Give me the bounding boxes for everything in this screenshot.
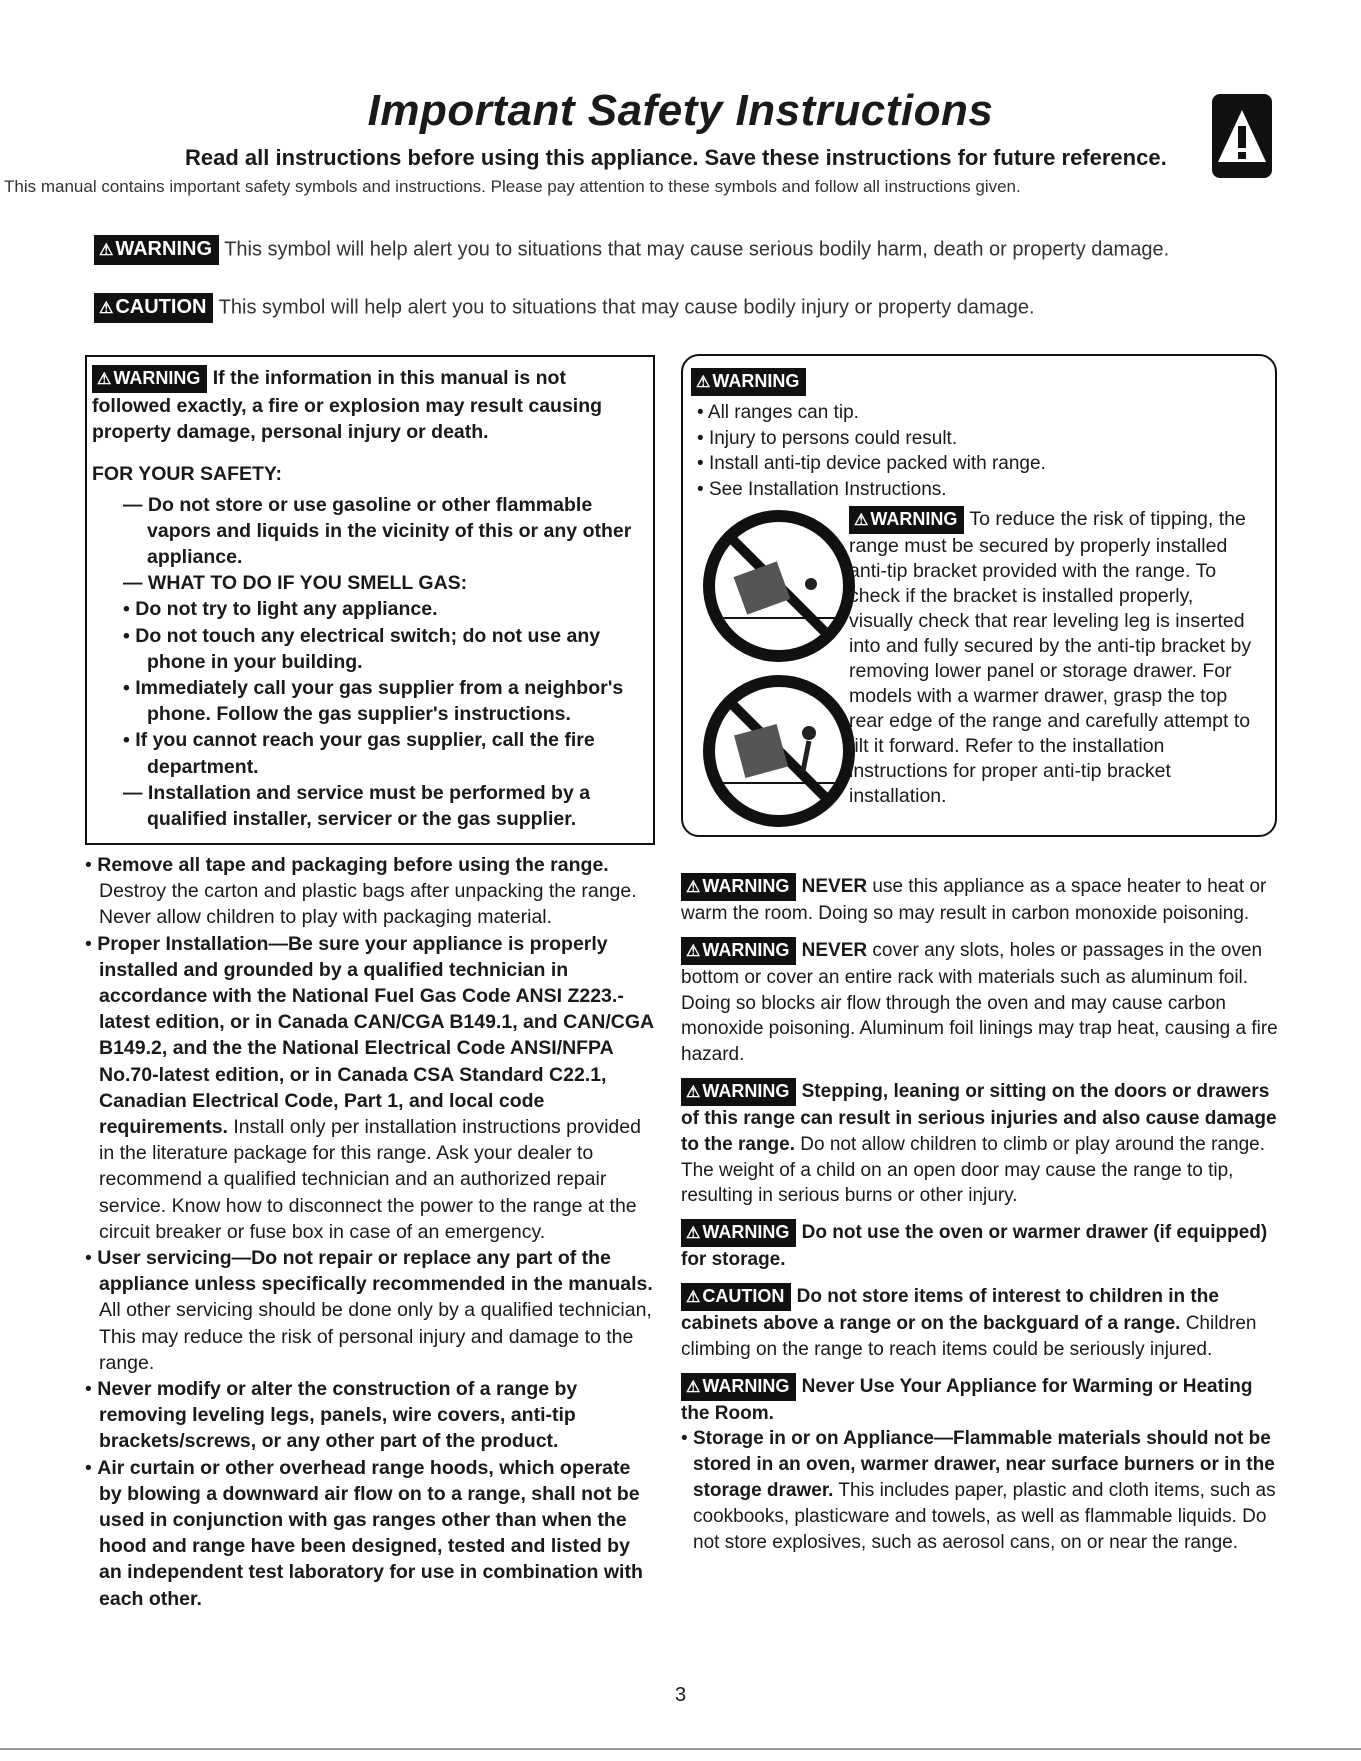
tip-bullet: • See Installation Instructions. [697,478,947,500]
gas-item-installation: — Installation and service must be performed by a qualified installer, servicer or the gas supplier. [123,781,591,831]
tip-warning-icon [699,506,859,666]
gas-warning-box [85,355,655,845]
list-item-proper-installation: • Proper Installation—Be sure your appliance is properly installed and grounded by a qualified technician in accordance with the National Fuel Gas Code ANSI Z223.- latest edition, or in Canada CAN/CGA B149.1, and CAN/CGA B149.2, and the the National Electrical Code ANSI/NFPA No.70-latest edition, or in Canada CSA Standard C22.1, Canadian Electrical Code, Part 1, and local code requirements. Install only per installation instructions provided in the literature package for this range. Ask your dealer to recommend a qualified technician and an authorized repair service. Know how to disconnect the power to the range at the circuit breaker or fuse box in case of an emergency. [85,932,654,1243]
gas-item-no-store: — Do not store or use gasoline or other flammable vapors and liquids in the vicinity of this or any other appliance. [123,493,632,569]
safety-alert-icon [1212,94,1272,178]
warning-triangle-icon: ⚠ [696,374,711,391]
gas-bullet-no-light: • Do not try to light any appliance. [123,598,438,621]
warning-triangle-icon: ⚠ [686,879,701,896]
manual-note: This manual contains important safety symbols and instructions. Please pay attention to these symbols and follow all instructions given. [4,177,1021,196]
caution-badge: ⚠ CAUTION [681,1283,791,1311]
warning-badge: ⚠ WARNING [681,1219,796,1247]
warning-triangle-icon: ⚠ [99,242,114,259]
gas-item-smell-gas: — WHAT TO DO IF YOU SMELL GAS: [123,572,468,595]
list-item-user-servicing: • User servicing—Do not repair or replace any part of the appliance unless specifically recommended in the manuals. All other servicing should be done only by a qualified technician, This may reduce the risk of personal injury and damage to the range. [85,1247,653,1374]
warning-triangle-icon: ⚠ [686,1288,701,1306]
warning-triangle-icon: ⚠ [686,942,701,960]
gas-bullet-no-switch: • Do not touch any electrical switch; do not use any phone in your building. [123,624,601,673]
page-number: 3 [674,1684,687,1706]
warning-badge: ⚠ WARNING [92,365,207,393]
list-item-flammable-storage: • Storage in or on Appliance—Flammable materials should not be stored in an oven, warmer drawer, near surface burners or in the storage drawer. This includes paper, plastic and cloth items, such as cookbooks, plasticware and towels, as well as flammable liquids. Do not store explosives, such as aerosol cans, on or near the range. [681,1428,1276,1553]
for-your-safety: FOR YOUR SAFETY: [92,463,282,486]
warning-never-cover: ⚠ WARNING NEVER cover any slots, holes or passages in the oven bottom or cover an entire rack with materials such as aluminum foil. Doing so blocks air flow through the oven and may cause carbon monoxide poisoning. Aluminum foil linings may trap heat, causing a fire hazard. [681,937,1279,1068]
left-column [85,852,655,1612]
warning-triangle-icon: ⚠ [686,1083,701,1101]
warning-badge: ⚠ WARNING [691,368,806,396]
warning-badge: ⚠ WARNING [94,235,219,265]
tip-instructions: ⚠ WARNING To reduce the risk of tipping, the range must be secured by properly installed anti-tip bracket provided with the range. To check if the bracket is installed properly, visually check that rear leveling leg is inserted into and fully secured by the anti-tip bracket by removing lower panel or storage drawer. For models with a warmer drawer, grasp the top rear edge of the range and carefully attempt to tilt it forward. Refer to the installation instructions for proper anti-tip bracket installation. [849,506,1261,809]
warning-badge: ⚠ WARNING [681,937,796,965]
list-item-air-curtain: • Air curtain or other overhead range hoods, which operate by blowing a downward air flow on to a range, shall not be used in conjunction with gas ranges other than when the hood and range have been designed, tested and listed by an independent test laboratory for use in combination with each other. [85,1456,643,1610]
warning-triangle-icon: ⚠ [854,512,869,529]
warning-never-space-heater: ⚠ WARNING NEVER use this appliance as a space heater to heat or warm the room. Doing so may result in carbon monoxide poisoning. [681,873,1279,927]
warning-stepping: ⚠ WARNING Stepping, leaning or sitting on the doors or drawers of this range can result in serious injuries and also cause damage to the range. Do not allow children to climb or play around the range. The weight of a child on an open door may cause the range to tip, resulting in serious burns or other injury. [681,1078,1279,1209]
warning-triangle-icon: ⚠ [97,371,112,388]
gas-box-intro: ⚠ WARNING If the information in this manual is not followed exactly, a fire or explosion may result causing property damage, personal injury or death. [87,357,653,445]
gas-bullet-call-supplier: • Immediately call your gas supplier from a neighbor's phone. Follow the gas supplier's instructions. [123,677,624,726]
warning-triangle-icon: ⚠ [686,1378,701,1396]
page-title: Important Safety Instructions [367,86,994,135]
gas-bullet-fire-department: • If you cannot reach your gas supplier, call the fire department. [123,729,595,778]
read-all-instructions: Read all instructions before using this appliance. Save these instructions for future reference. [185,145,1167,170]
tip-warning-icon [699,671,859,831]
list-item-remove-packaging: • Remove all tape and packaging before using the range. Destroy the carton and plastic bags after unpacking the range. Never allow children to play with packaging material. [85,854,637,929]
warning-triangle-icon: ⚠ [99,300,114,317]
caution-badge: ⚠ CAUTION [94,293,213,323]
anti-tip-warning-box [681,354,1277,837]
tip-bullet: • Install anti-tip device packed with range. [697,453,1046,474]
caution-symbol-text: This symbol will help alert you to situations that may cause bodily injury or property damage. [218,296,1035,319]
warning-warming-room: ⚠ WARNING Never Use Your Appliance for Warming or Heating the Room. [681,1373,1279,1427]
warning-symbol-line [94,235,1169,265]
tip-bullet: • All ranges can tip. [697,402,859,423]
warning-badge: ⚠ WARNING [849,506,964,534]
warning-badge: ⚠ WARNING [681,1078,796,1106]
caution-children: ⚠ CAUTION Do not store items of interest to children in the cabinets above a range or on the backguard of a range. Children climbing on the range to reach items could be seriously injured. [681,1283,1279,1363]
warning-triangle-icon: ⚠ [686,1225,701,1243]
caution-symbol-line [94,293,1035,323]
warning-storage: ⚠ WARNING Do not use the oven or warmer drawer (if equipped) for storage. [681,1219,1279,1273]
list-item-never-modify: • Never modify or alter the construction of a range by removing leveling legs, panels, wire covers, anti-tip brackets/screws, or any other part of the product. [85,1378,578,1453]
right-column [681,873,1279,1555]
warning-badge: ⚠ WARNING [681,1373,796,1401]
warning-badge: ⚠ WARNING [681,873,796,901]
footer-rule [0,1748,1361,1750]
tip-bullets [697,400,1257,502]
tip-bullet: • Injury to persons could result. [697,427,958,449]
warning-symbol-text: This symbol will help alert you to situations that may cause serious bodily harm, death or property damage. [224,238,1170,261]
